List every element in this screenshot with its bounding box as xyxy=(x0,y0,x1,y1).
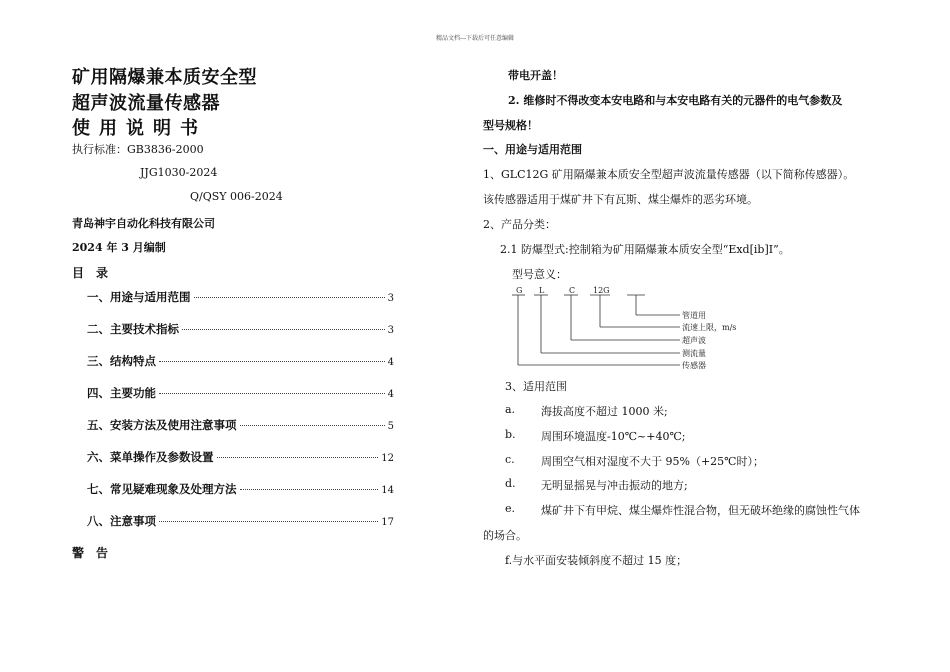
standard-label: 执行标准：GB3836-2000 xyxy=(72,143,204,156)
paragraph: 2.1 防爆型式:控制箱为矿用隔爆兼本质安全型“Exd[ib]I”。 xyxy=(500,243,790,256)
list-item-key: d. xyxy=(505,477,516,490)
toc-entry-page: 14 xyxy=(381,485,394,496)
model-code-diagram xyxy=(505,283,755,375)
list-item-key: c. xyxy=(505,453,515,466)
label-ultrasonic: 超声波 xyxy=(682,336,706,345)
section-heading-1: 一、用途与适用范围 xyxy=(483,143,582,156)
toc-entry[interactable] xyxy=(87,353,394,369)
header-note: 精品文档---下载后可任意编辑 xyxy=(435,35,515,42)
warning-line3: 型号规格！ xyxy=(483,119,538,132)
label-flow: 测流量 xyxy=(682,349,706,358)
label-pipe: 管道用 xyxy=(682,311,706,320)
list-item-key: a. xyxy=(505,403,516,416)
edit-date: 2024 年 3 月编制 xyxy=(72,241,166,254)
toc-entry[interactable] xyxy=(87,385,394,401)
standard-3: Q/QSY 006-2024 xyxy=(190,190,283,203)
toc-entry-label: 二、主要技术指标 xyxy=(87,322,179,336)
toc-entry-page: 3 xyxy=(387,293,394,304)
warning-line1: 带电开盖！ xyxy=(508,69,563,82)
toc-entry[interactable] xyxy=(87,449,394,465)
toc-leader xyxy=(240,425,385,426)
list-item-text: 海拔高度不超过 1000 米; xyxy=(541,405,668,418)
toc-entry[interactable] xyxy=(87,417,394,433)
code-l: L xyxy=(539,286,545,295)
toc-entry[interactable] xyxy=(87,481,394,497)
code-12g: 12G xyxy=(593,286,610,295)
paragraph: 2、产品分类： xyxy=(483,218,556,231)
document-title-line2: 超声波流量传感器 xyxy=(72,93,220,114)
code-g: G xyxy=(516,286,523,295)
label-sensor: 传感器 xyxy=(682,361,706,370)
toc-entry-label: 四、主要功能 xyxy=(87,386,156,400)
toc-entry-page: 4 xyxy=(387,357,394,368)
list-item-key: e. xyxy=(505,502,516,515)
standard-2: JJG1030-2024 xyxy=(140,166,218,179)
toc-leader xyxy=(159,393,385,394)
toc-leader xyxy=(194,297,385,298)
toc-entry-label: 三、结构特点 xyxy=(87,354,156,368)
code-c: C xyxy=(569,286,576,295)
toc-entry-label: 一、用途与适用范围 xyxy=(87,290,191,304)
toc-leader xyxy=(159,361,385,362)
company-name: 青岛神宇自动化科技有限公司 xyxy=(72,217,215,230)
warning-line2: 2. 维修时不得改变本安电路和与本安电路有关的元器件的电气参数及 xyxy=(508,94,843,107)
toc-entry-page: 12 xyxy=(381,453,394,464)
paragraph: 该传感器适用于煤矿井下有瓦斯、煤尘爆炸的恶劣环境。 xyxy=(483,193,758,206)
toc-entry-label: 五、安装方法及使用注意事项 xyxy=(87,418,237,432)
document-title-line1: 矿用隔爆兼本质安全型 xyxy=(72,67,257,88)
list-item-text: 周围空气相对湿度不大于 95%（+25℃时）； xyxy=(541,455,764,468)
toc-entry[interactable] xyxy=(87,513,394,529)
list-item-key: b. xyxy=(505,428,516,441)
list-item-text: 煤矿井下有甲烷、煤尘爆炸性混合物，但无破坏绝缘的腐蚀性气体 xyxy=(541,504,860,517)
list-item-text: 周围环境温度-10℃~+40℃; xyxy=(541,430,686,443)
label-velocity: 流速上限，m/s xyxy=(682,323,737,332)
warning-heading: 警 告 xyxy=(72,546,109,560)
model-meaning-label: 型号意义： xyxy=(512,268,567,281)
toc-leader xyxy=(159,521,378,522)
toc-entry[interactable] xyxy=(87,289,394,305)
document-title-line3: 使用说明书 xyxy=(72,118,207,139)
paragraph: 的场合。 xyxy=(483,529,527,542)
toc-leader xyxy=(182,329,385,330)
toc-entry[interactable] xyxy=(87,321,394,337)
list-item: f.与水平面安装倾斜度不超过 15 度； xyxy=(505,554,688,567)
toc-leader xyxy=(240,489,379,490)
toc-leader xyxy=(217,457,379,458)
toc-entry-label: 六、菜单操作及参数设置 xyxy=(87,450,214,464)
paragraph: 1、GLC12G 矿用隔爆兼本质安全型超声波流量传感器（以下简称传感器）。 xyxy=(483,168,855,181)
toc-entry-label: 七、常见疑难现象及处理方法 xyxy=(87,482,237,496)
toc-entry-page: 5 xyxy=(387,421,394,432)
toc-entry-page: 17 xyxy=(381,517,394,528)
list-item-text: 无明显摇晃与冲击振动的地方; xyxy=(541,479,688,492)
paragraph: 3、适用范围 xyxy=(505,380,567,393)
toc-entry-page: 3 xyxy=(387,325,394,336)
toc-title: 目 录 xyxy=(72,266,109,280)
toc-entry-label: 八、注意事项 xyxy=(87,514,156,528)
toc-entry-page: 4 xyxy=(387,389,394,400)
